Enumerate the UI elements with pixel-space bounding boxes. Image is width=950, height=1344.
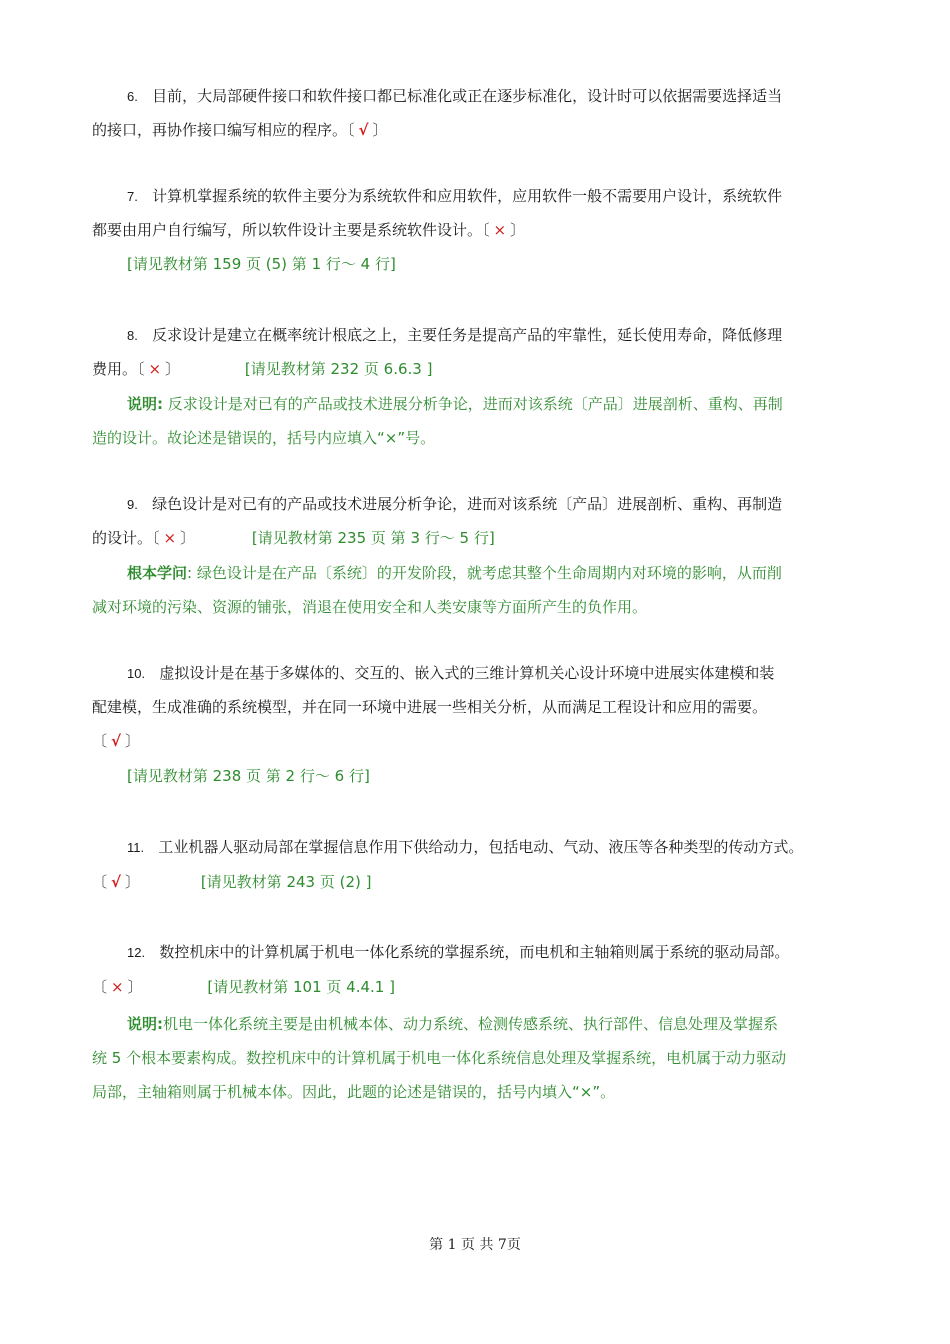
- question-text: 的设计。〔: [92, 529, 160, 547]
- textbook-reference: [请见教材第 235 页 第 3 行～ 5 行]: [251, 529, 495, 547]
- explanation-text: 反求设计是对已有的产品或技术进展分析争论，进而对该系统〔产品〕进展剖析、重构、再制: [167, 395, 783, 413]
- knowledge-text: : 绿色设计是在产品〔系统〕的开发阶段，就考虑其整个生命周期内对环境的影响，从而削: [187, 564, 782, 582]
- open-bracket: 〔: [92, 732, 108, 750]
- question-6-line-1: [127, 86, 782, 107]
- question-text: 费用。〔: [92, 360, 145, 378]
- question-text: 计算机掌握系统的软件主要分为系统软件和应用软件，应用软件一般不需要用户设计，系统软件: [152, 187, 783, 205]
- question-text: 虚拟设计是在基于多媒体的、交互的、嵌入式的三维计算机关心设计环境中进展实体建模和装: [159, 664, 775, 682]
- question-text: 反求设计是建立在概率统计根底之上，主要任务是提高产品的牢靠性，延长使用寿命，降低修理: [152, 326, 783, 344]
- question-7-line-1: [127, 186, 782, 207]
- explanation-label: 说明:: [127, 1015, 163, 1033]
- textbook-reference: [请见教材第 232 页 6.6.3 ]: [244, 360, 433, 378]
- textbook-reference: [请见教材第 243 页 (2) ]: [200, 873, 372, 891]
- footer-page-number: 1: [447, 1237, 457, 1253]
- question-11-line-2: [92, 872, 371, 892]
- cross-mark-icon: ×: [163, 529, 177, 547]
- footer-page-mid: 页 共: [461, 1237, 494, 1253]
- close-bracket: 〕: [125, 732, 141, 750]
- question-12-line-2: [92, 977, 395, 997]
- knowledge-line-2: 减对环境的污染、资源的铺张，消退在使用安全和人类安康等方面所产生的负作用。: [92, 598, 648, 616]
- knowledge-line-1: [127, 563, 782, 583]
- question-text: 目前，大局部硬件接口和软件接口都已标准化或正在逐步标准化，设计时可以依据需要选择适当: [152, 87, 783, 105]
- question-9-line-2: [92, 528, 495, 548]
- question-number: 11.: [127, 840, 145, 855]
- close-bracket: 〕: [180, 529, 196, 547]
- explanation-line-1: [127, 1014, 778, 1034]
- question-11-line-1: [127, 837, 803, 858]
- question-number: 9.: [127, 497, 138, 512]
- textbook-reference: [请见教材第 159 页 (5) 第 1 行～ 4 行]: [127, 255, 396, 273]
- textbook-reference: [请见教材第 238 页 第 2 行～ 6 行]: [127, 767, 370, 785]
- question-text: 的接口，再协作接口编写相应的程序。〔: [92, 121, 355, 139]
- textbook-reference: [请见教材第 101 页 4.4.1 ]: [207, 978, 395, 996]
- question-12-line-1: [127, 942, 789, 963]
- question-number: 10.: [127, 666, 146, 681]
- explanation-line-2: 造的设计。故论述是错误的，括号内应填入“×”号。: [92, 429, 436, 447]
- question-text: 绿色设计是对已有的产品或技术进展分析争论，进而对该系统〔产品〕进展剖析、重构、再制造: [152, 495, 783, 513]
- close-bracket: 〕: [127, 978, 143, 996]
- footer-page-label: 第: [429, 1237, 444, 1253]
- check-mark-icon: √: [111, 873, 122, 891]
- explanation-label: 说明:: [127, 395, 163, 413]
- question-9-line-1: [127, 494, 782, 515]
- cross-mark-icon: ×: [493, 221, 507, 239]
- open-bracket: 〔: [92, 978, 108, 996]
- question-number: 12.: [127, 945, 146, 960]
- explanation-line-2: 统 5 个根本要素构成。数控机床中的计算机属于机电一体化系统信息处理及掌握系统，电机属于动力驱动: [92, 1049, 787, 1067]
- question-text: 工业机器人驱动局部在掌握信息作用下供给动力，包括电动、气动、液压等各种类型的传动方式。: [158, 838, 804, 856]
- explanation-text: 机电一体化系统主要是由机械本体、动力系统、检测传感系统、执行部件、信息处理及掌握系: [163, 1015, 779, 1033]
- explanation-line-1: [127, 394, 783, 414]
- footer-page-end: 页: [506, 1237, 521, 1253]
- close-bracket: 〕: [372, 121, 388, 139]
- cross-mark-icon: ×: [111, 978, 124, 996]
- question-text: 都要由用户自行编写，所以软件设计主要是系统软件设计。〔: [92, 221, 490, 239]
- open-bracket: 〔: [92, 873, 108, 891]
- question-10-line-3: [92, 731, 140, 751]
- question-text: 数控机床中的计算机属于机电一体化系统的掌握系统，而电机和主轴箱则属于系统的驱动局部。: [159, 943, 790, 961]
- question-7-line-2: [92, 220, 525, 240]
- question-8-line-2: [92, 359, 432, 379]
- close-bracket: 〕: [510, 221, 526, 239]
- explanation-line-3: 局部，主轴箱则属于机械本体。因此，此题的论述是错误的，括号内填入“×”。: [92, 1083, 616, 1101]
- check-mark-icon: √: [111, 732, 122, 750]
- question-8-line-1: [127, 325, 782, 346]
- close-bracket: 〕: [125, 873, 141, 891]
- check-mark-icon: √: [358, 121, 369, 139]
- question-6-line-2: [92, 120, 388, 140]
- question-number: 8.: [127, 328, 138, 343]
- question-10-line-2: 配建模，生成准确的系统模型，并在同一环境中进展一些相关分析，从而满足工程设计和应用的需要。: [92, 698, 768, 716]
- footer-total-pages: 7: [497, 1237, 507, 1253]
- knowledge-label: 根本学问: [127, 564, 188, 582]
- close-bracket: 〕: [165, 360, 181, 378]
- question-10-line-1: [127, 663, 774, 684]
- cross-mark-icon: ×: [148, 360, 162, 378]
- page-footer: [0, 1234, 950, 1254]
- question-number: 7.: [127, 189, 138, 204]
- question-number: 6.: [127, 89, 138, 104]
